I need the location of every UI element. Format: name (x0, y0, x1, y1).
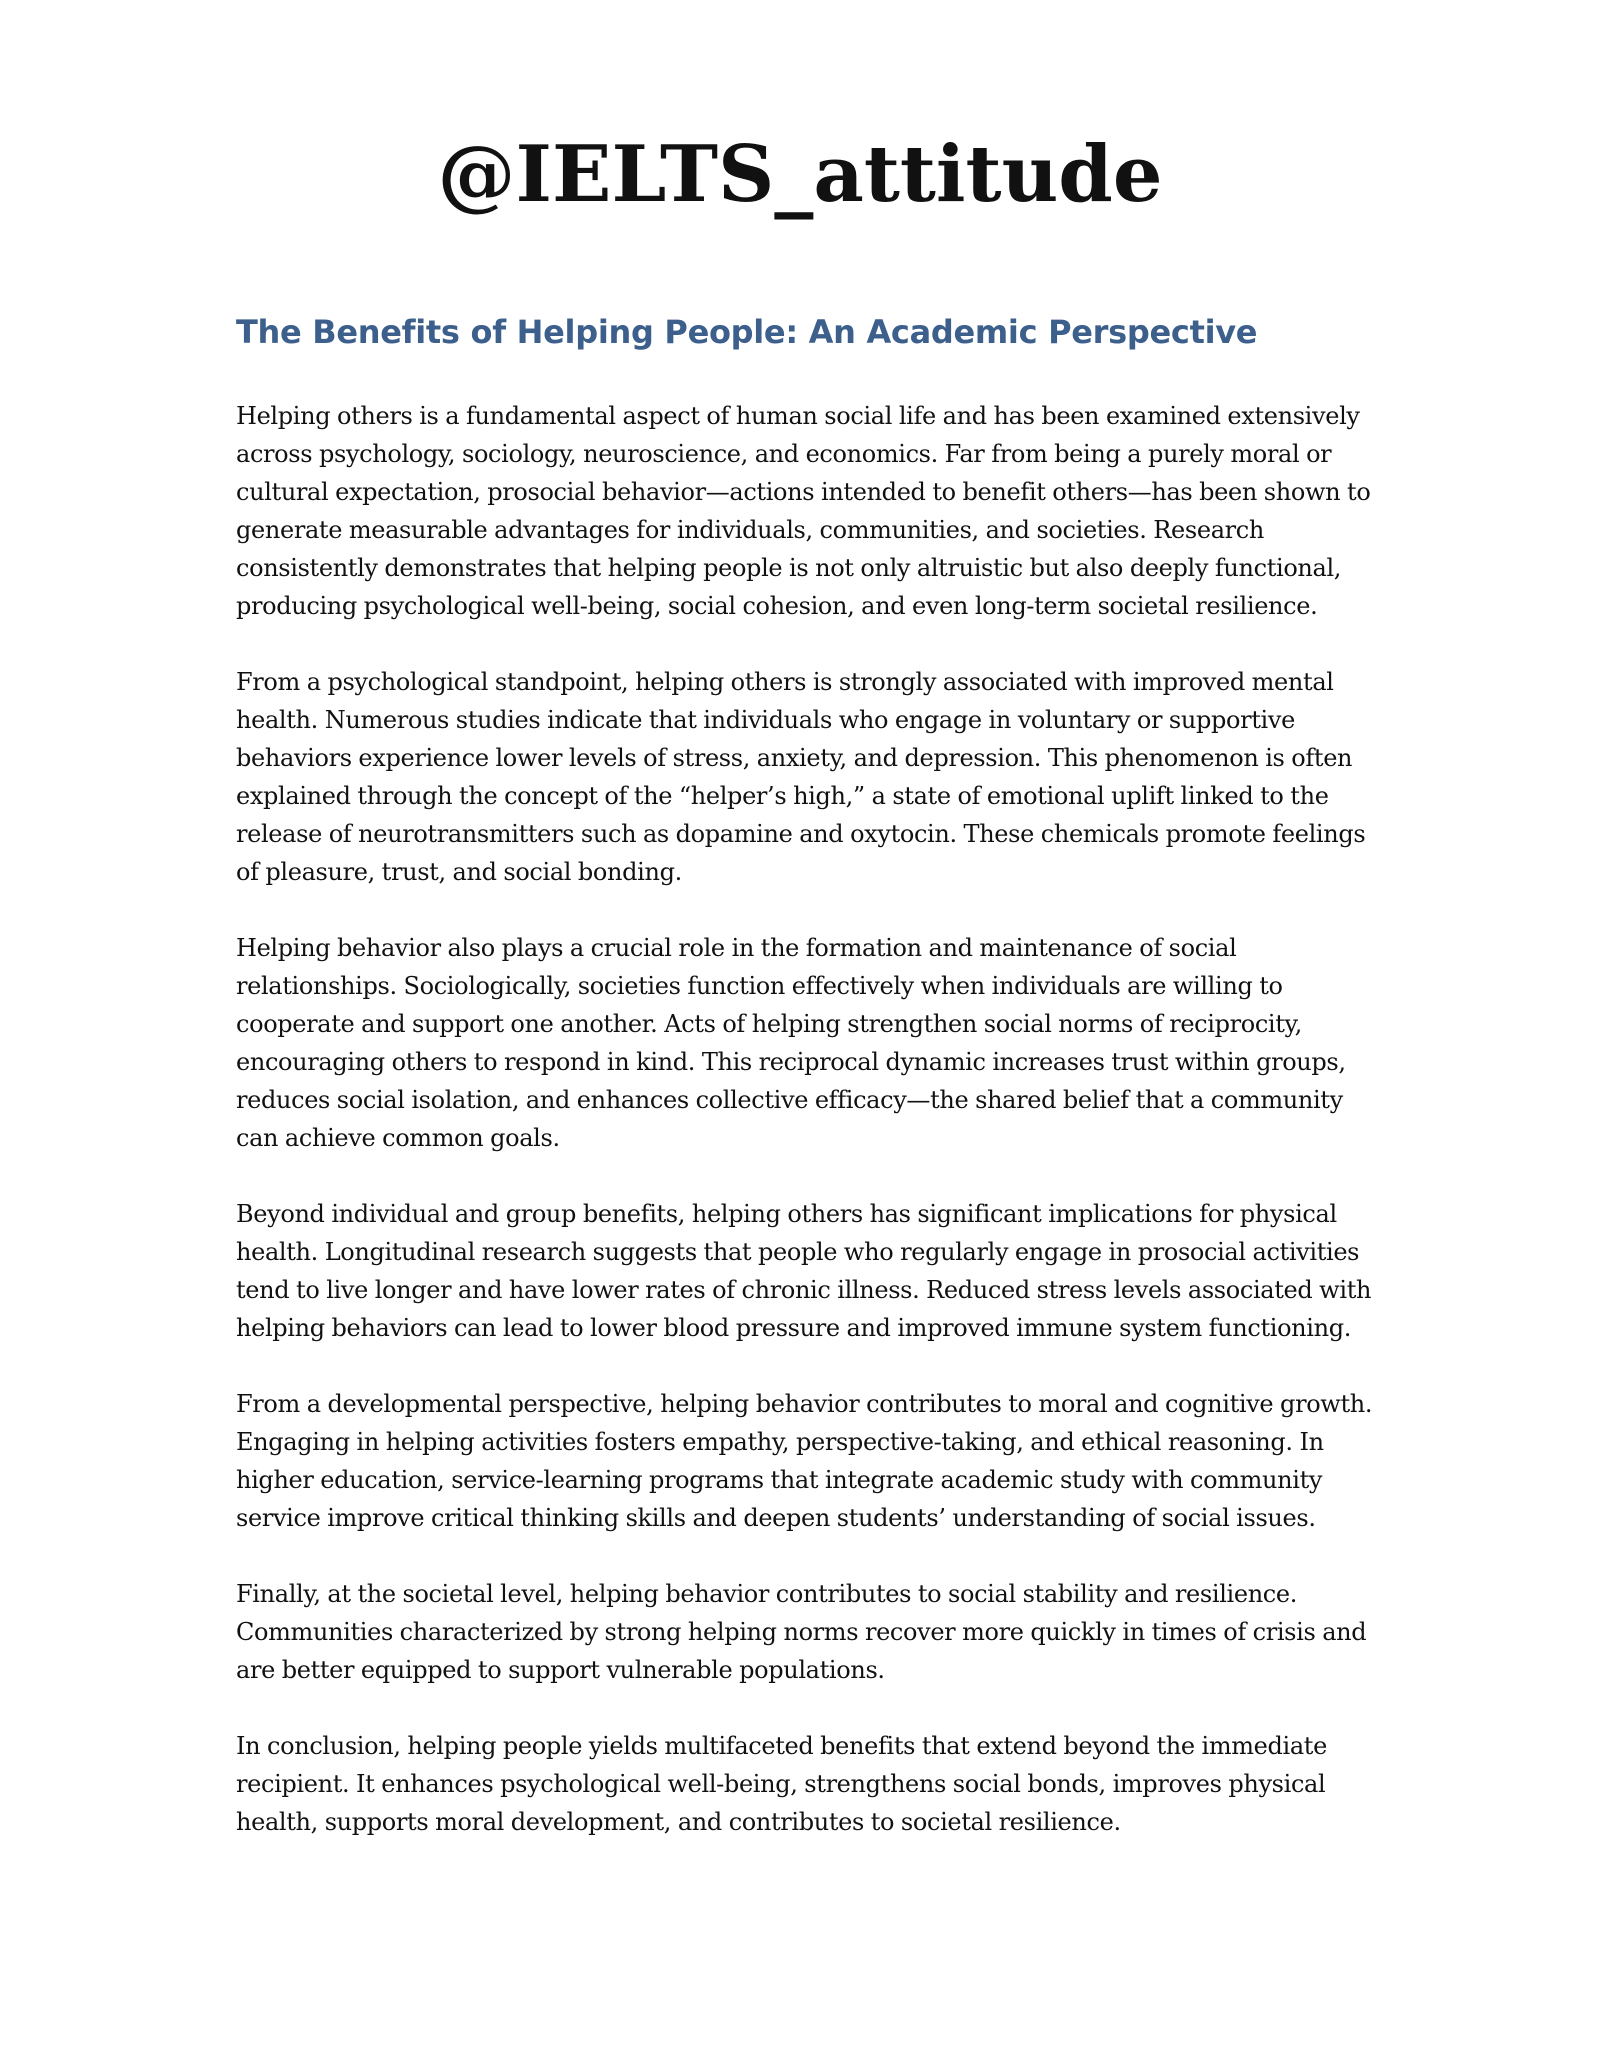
paragraph-societal: Finally, at the societal level, helping behavior contributes to social stability and resilience. Communities characterized by strong helping norms recover more quickly in times of crisis and are better equipped to support vulnerable populations. (236, 1580, 1367, 1684)
paragraph-developmental: From a developmental perspective, helping behavior contributes to moral and cognitive growth. Engaging in helping activities fosters empathy, perspective-taking, and ethical reasoning. In higher education, service-learning programs that integrate academic study with community service improve critical thinking skills and deepen students’ understanding of social issues. (236, 1390, 1373, 1532)
article-heading: The Benefits of Helping People: An Academic Perspective (236, 313, 1258, 351)
article-body (236, 310, 1376, 1879)
brand-handle: @IELTS_attitude (437, 129, 1163, 220)
paragraph-conclusion: In conclusion, helping people yields multifaceted benefits that extend beyond the immediate recipient. It enhances psychological well-being, strengthens social bonds, improves physical health, supports moral development, and contributes to societal resilience. (236, 1732, 1327, 1836)
paragraph-physical-health: Beyond individual and group benefits, helping others has significant implications for physical health. Longitudinal research suggests that people who regularly engage in prosocial activities tend to live longer and have lower rates of chronic illness. Reduced stress levels associated with helping behaviors can lead to lower blood pressure and improved immune system functioning. (236, 1200, 1372, 1342)
paragraph-psychological: From a psychological standpoint, helping others is strongly associated with improved mental health. Numerous studies indicate that individuals who engage in voluntary or supportive behaviors experience lower levels of stress, anxiety, and depression. This phenomenon is often explained through the concept of the “helper’s high,” a state of emotional uplift linked to the release of neurotransmitters such as dopamine and oxytocin. These chemicals promote feelings of pleasure, trust, and social bonding. (236, 668, 1366, 886)
paragraph-social-relationships: Helping behavior also plays a crucial role in the formation and maintenance of social relationships. Sociologically, societies function effectively when individuals are willing to cooperate and support one another. Acts of helping strengthen social norms of reciprocity, encouraging others to respond in kind. This reciprocal dynamic increases trust within groups, reduces social isolation, and enhances collective efficacy—the shared belief that a community can achieve common goals. (236, 934, 1346, 1152)
paragraph-intro: Helping others is a fundamental aspect of human social life and has been examined extensively across psychology, sociology, neuroscience, and economics. Far from being a purely moral or cultural expectation, prosocial behavior—actions intended to benefit others—has been shown to generate measurable advantages for individuals, communities, and societies. Research consistently demonstrates that helping people is not only altruistic but also deeply functional, producing psychological well-being, social cohesion, and even long-term societal resilience. (236, 402, 1371, 620)
